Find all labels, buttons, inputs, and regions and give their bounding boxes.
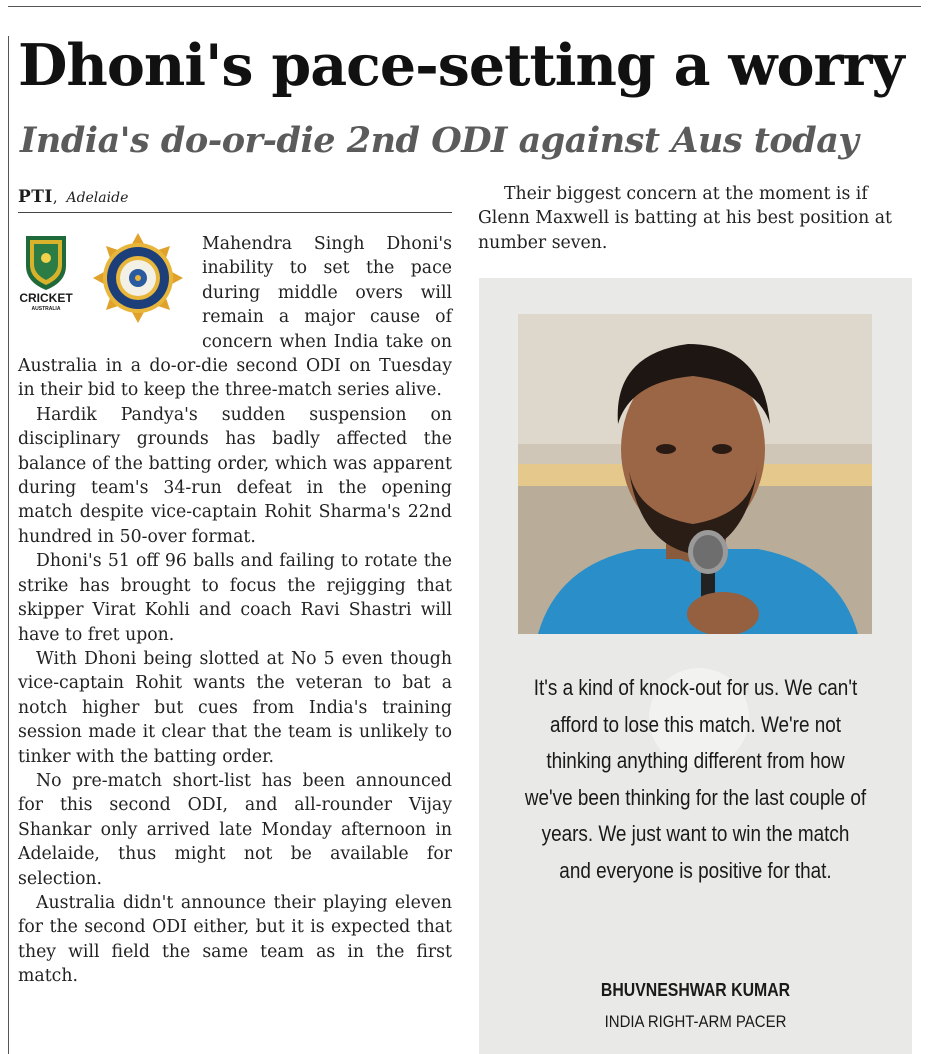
top-rule (8, 6, 921, 7)
article-column-right (478, 182, 914, 255)
subheadline: India's do-or-die 2nd ODI against Aus today (20, 120, 859, 161)
logos (18, 232, 198, 332)
pull-quote-box (479, 278, 912, 1054)
article-column-left (18, 184, 452, 987)
cricket-australia-logo (18, 232, 74, 312)
byline-agency: PTI (18, 187, 53, 207)
article-paragraph: With Dhoni being slotted at No 5 even though vice-captain Rohit wants the veteran to bat a notch higher but cues from India's training session made it clear that the team is unlikely to tinker with the batting order. (18, 648, 452, 767)
article-paragraph: Their biggest concern at the moment is if Glenn Maxwell is batting at his best position at number seven. (478, 184, 892, 253)
player-photo (518, 314, 872, 634)
article-paragraph: Mahendra Singh Dhoni's inability to set the pace during middle overs will remain a major cause of concern when India take on Australia in a do-or-die second ODI on Tuesday in their bid to keep the three-match series alive. (18, 234, 452, 401)
pull-quote-name: BHUVNESHWAR KUMAR (600, 980, 791, 1000)
article-paragraph: Hardik Pandya's sudden suspension on disciplinary grounds has badly affected the balance of the batting order, which was apparent during team's 34-run defeat in the opening match despite vice-captain Rohit Sharma's 22nd hundred in 50-over format. (18, 404, 452, 547)
player-photo-image (518, 314, 872, 634)
left-rule (8, 36, 9, 1054)
pull-quote-role: INDIA RIGHT-ARM PACER (604, 1012, 787, 1031)
article-paragraph: Dhoni's 51 off 96 balls and failing to rotate the strike has brought to focus the rejigging that skipper Virat Kohli and coach Ravi Shastri will have to fret upon. (18, 551, 452, 645)
byline-rule (18, 212, 452, 213)
byline-separator: , (52, 188, 58, 206)
article-paragraph: Australia didn't announce their playing eleven for the second ODI either, but it is expected that they will field the same team as in the first match. (18, 892, 452, 987)
svg-text:CRICKET: CRICKET (19, 291, 73, 305)
byline-location: Adelaide (66, 190, 129, 206)
article-paragraph: No pre-match short-list has been announced for this second ODI, and all-rounder Vijay Shankar only arrived late Monday afternoon in Adelaide, thus might not be available for selection. (18, 770, 452, 889)
svg-text:AUSTRALIA: AUSTRALIA (31, 306, 61, 312)
bcci-logo (92, 232, 184, 324)
byline (18, 184, 452, 210)
article-body (18, 232, 452, 989)
headline: Dhoni's pace-setting a worry (18, 32, 904, 99)
pull-quote-text: It's a kind of knock-out for us. We can't afford to lose this match. We're not thinking anything different from how we've been thinking for the last couple of years. We just want to win the match and everyone is positive for that. (524, 675, 867, 883)
